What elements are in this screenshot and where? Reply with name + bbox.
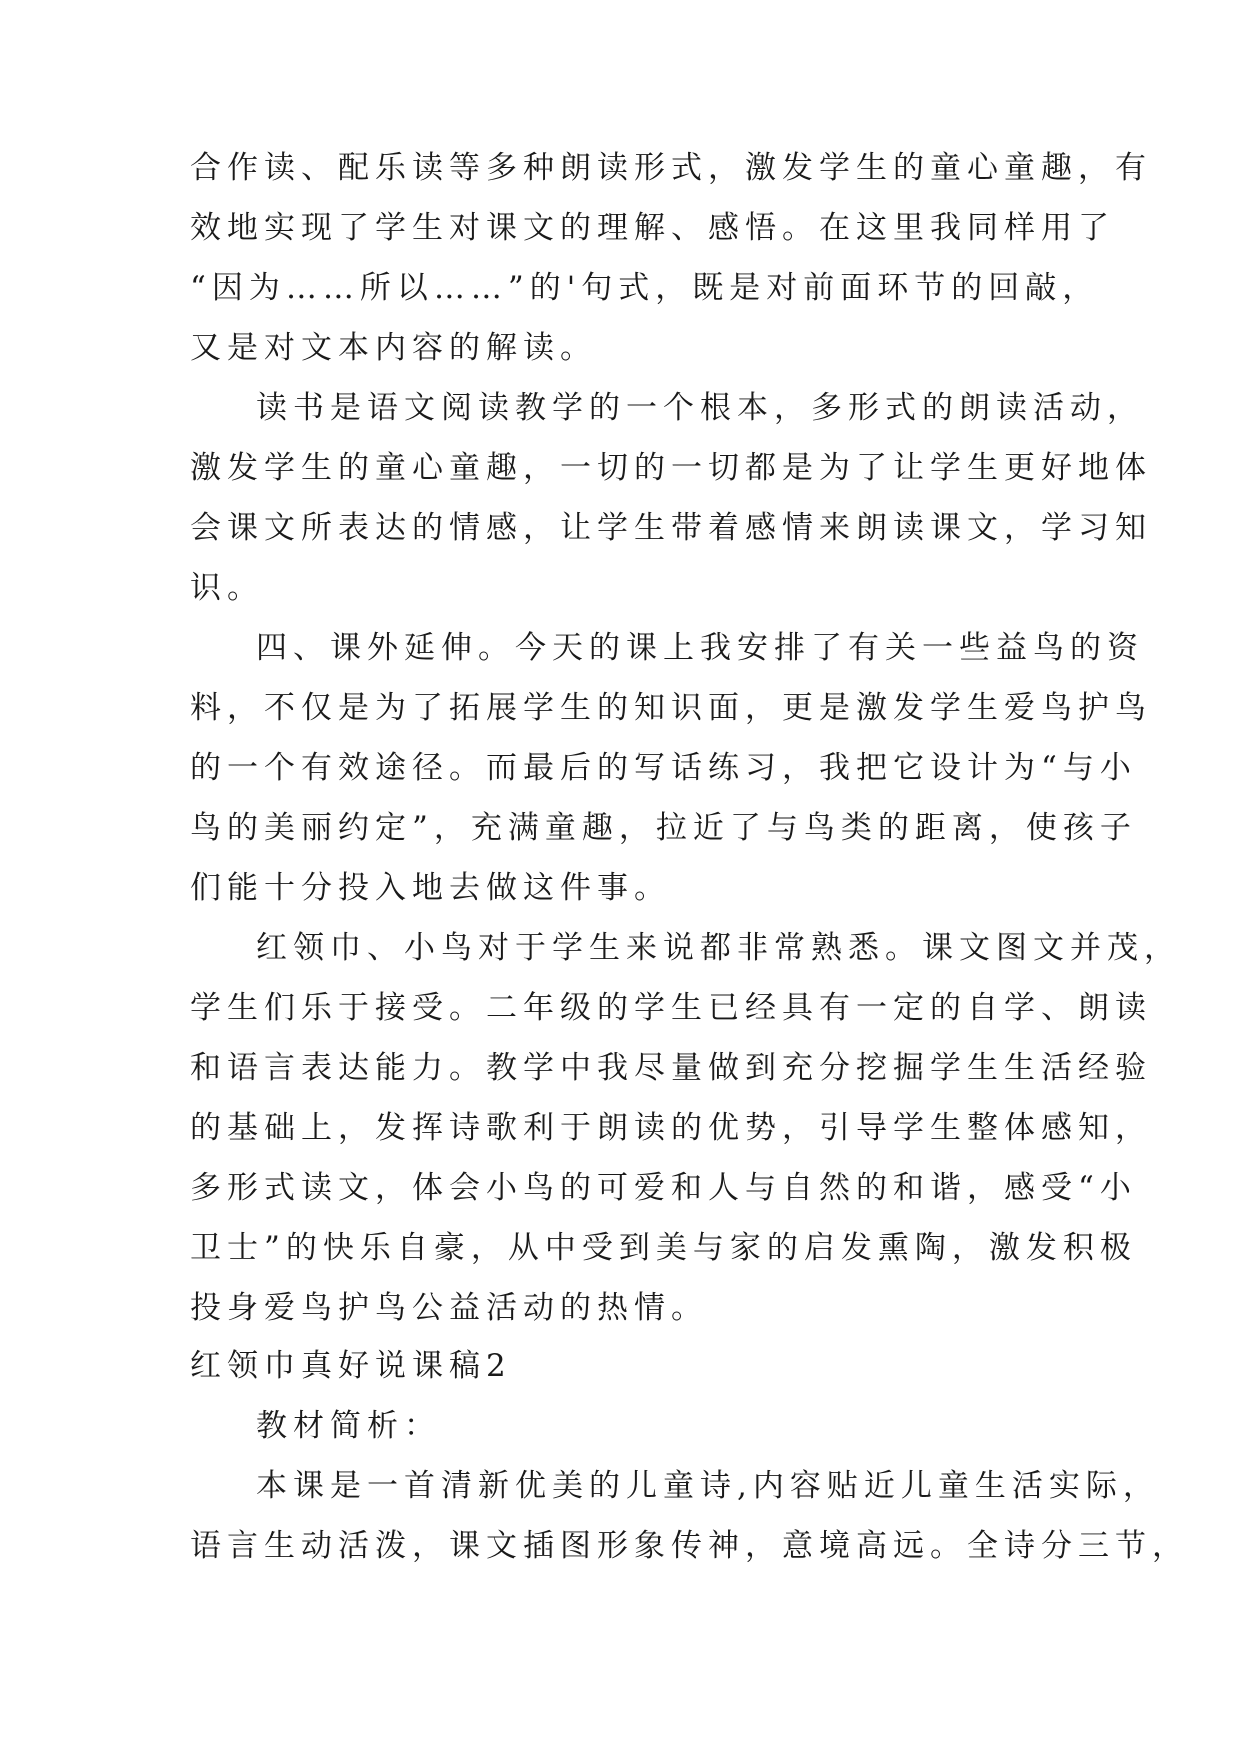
paragraph-first-line: 读书是语文阅读教学的一个根本，多形式的朗读活动， bbox=[256, 390, 1144, 426]
text-line: 合作读、配乐读等多种朗读形式，激发学生的童心童趣，有 bbox=[190, 150, 1152, 186]
paragraph-first-line: 红领巾、小鸟对于学生来说都非常熟悉。课文图文并茂， bbox=[256, 930, 1181, 966]
section-title: 红领巾真好说课稿2 bbox=[190, 1348, 512, 1384]
text-line: 会课文所表达的情感，让学生带着感情来朗读课文，学习知 bbox=[190, 510, 1152, 546]
text-line: 的基础上，发挥诗歌利于朗读的优势，引导学生整体感知， bbox=[190, 1110, 1152, 1146]
paragraph-first-line: 四、课外延伸。今天的课上我安排了有关一些益鸟的资 bbox=[256, 630, 1144, 666]
text-line: 识。 bbox=[190, 570, 264, 606]
text-line: “因为……所以……”的'句式，既是对前面环节的回敲， bbox=[190, 270, 1100, 306]
text-line: 鸟的美丽约定”，充满童趣，拉近了与鸟类的距离，使孩子 bbox=[190, 810, 1137, 846]
text-line: 又是对文本内容的解读。 bbox=[190, 330, 597, 366]
text-line: 们能十分投入地去做这件事。 bbox=[190, 870, 671, 906]
section-subheading: 教材简析： bbox=[256, 1408, 441, 1444]
text-line: 卫士”的快乐自豪，从中受到美与家的启发熏陶，激发积极 bbox=[190, 1230, 1137, 1266]
text-line: 激发学生的童心童趣，一切的一切都是为了让学生更好地体 bbox=[190, 450, 1152, 486]
text-line: 料，不仅是为了拓展学生的知识面，更是激发学生爱鸟护鸟 bbox=[190, 690, 1152, 726]
paragraph-first-line: 本课是一首清新优美的儿童诗,内容贴近儿童生活实际， bbox=[256, 1468, 1160, 1504]
text-line: 和语言表达能力。教学中我尽量做到充分挖掘学生生活经验 bbox=[190, 1050, 1152, 1086]
text-line: 多形式读文，体会小鸟的可爱和人与自然的和谐，感受“小 bbox=[190, 1170, 1137, 1206]
text-line: 语言生动活泼，课文插图形象传神，意境高远。全诗分三节， bbox=[190, 1528, 1189, 1564]
text-line: 学生们乐于接受。二年级的学生已经具有一定的自学、朗读 bbox=[190, 990, 1152, 1026]
text-line: 投身爱鸟护鸟公益活动的热情。 bbox=[190, 1290, 708, 1326]
text-line: 的一个有效途径。而最后的写话练习，我把它设计为“与小 bbox=[190, 750, 1137, 786]
text-line: 效地实现了学生对课文的理解、感悟。在这里我同样用了 bbox=[190, 210, 1115, 246]
